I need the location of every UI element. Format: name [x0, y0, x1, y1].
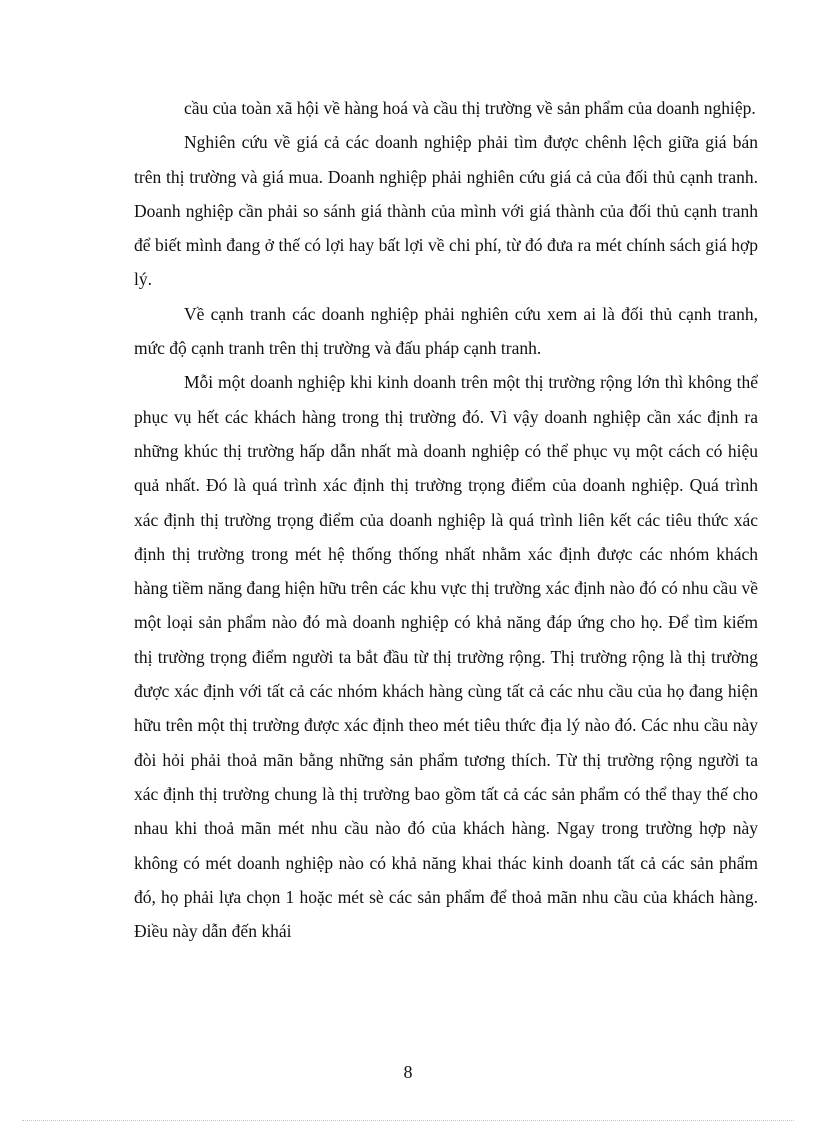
- footer-divider: [22, 1120, 794, 1121]
- body-text: [134, 91, 758, 948]
- paragraph-target-market: Mỗi một doanh nghiệp khi kinh doanh trên một thị trường rộng lớn thì không thể phục vụ hết các khách hàng trong thị trường đó. Vì vậy doanh nghiệp cần xác định ra những khúc thị trường hấp dẫn nhất mà doanh nghiệp có thể phục vụ một cách có hiệu quả nhất. Đó là quá trình xác định thị trường trọng điểm của doanh nghiệp. Quá trình xác định thị trường trọng điểm của doanh nghiệp là quá trình liên kết các tiêu thức xác định thị trường trong mét hệ thống thống nhất nhằm xác định được các nhóm khách hàng tiềm năng đang hiện hữu trên các khu vực thị trường xác định nào đó có nhu cầu về một loại sản phẩm nào đó mà doanh nghiệp có khả năng đáp ứng cho họ. Để tìm kiếm thị trường trọng điểm người ta bắt đầu từ thị trường rộng. Thị trường rộng là thị trường được xác định với tất cả các nhóm khách hàng cùng tất cả các nhu cầu của họ đang hiện hữu trên một thị trường được xác định theo mét tiêu thức địa lý nào đó. Các nhu cầu này đòi hỏi phải thoả mãn bằng những sản phẩm tương thích. Từ thị trường rộng người ta xác định thị trường chung là thị trường bao gồm tất cả các sản phẩm có thể thay thế cho nhau khi thoả mãn mét nhu cầu nào đó của khách hàng. Ngay trong trường hợp này không có mét doanh nghiệp nào có khả năng khai thác kinh doanh tất cả các sản phẩm đó, họ phải lựa chọn 1 hoặc mét sè các sản phẩm để thoả mãn nhu cầu của khách hàng. Điều này dẫn đến khái: [134, 372, 758, 942]
- page-number: 8: [403, 1062, 413, 1082]
- paragraph-competition-research: Về cạnh tranh các doanh nghiệp phải nghiên cứu xem ai là đối thủ cạnh tranh, mức độ cạnh tranh trên thị trường và đấu pháp cạnh tranh.: [134, 303, 758, 359]
- paragraph-price-research: Nghiên cứu về giá cả các doanh nghiệp phải tìm được chênh lệch giữa giá bán trên thị trường và giá mua. Doanh nghiệp phải nghiên cứu giá cả của đối thủ cạnh tranh. Doanh nghiệp cần phải so sánh giá thành của mình với giá thành của đối thủ cạnh tranh để biết mình đang ở thế có lợi hay bất lợi về chi phí, từ đó đưa ra mét chính sách giá hợp lý.: [134, 132, 758, 290]
- paragraph-continuation: cầu của toàn xã hội về hàng hoá và cầu thị trường về sản phẩm của doanh nghiệp.: [184, 98, 756, 118]
